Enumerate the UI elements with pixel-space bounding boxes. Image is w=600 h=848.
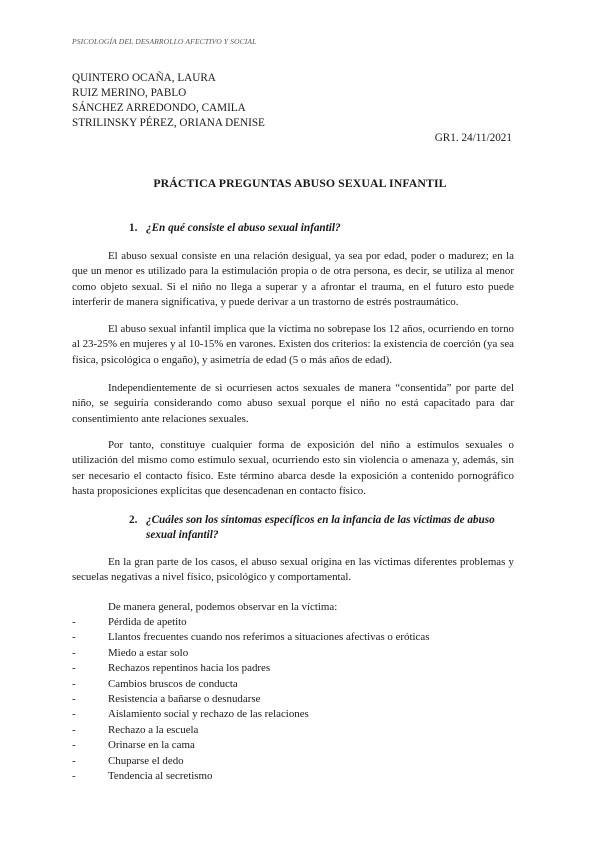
question-text: ¿En qué consiste el abuso sexual infantil? — [146, 222, 341, 234]
symptom-text: Rechazos repentinos hacia los padres — [108, 662, 271, 675]
list-dash: - — [72, 769, 76, 782]
author-list — [72, 71, 265, 131]
list-item — [72, 661, 429, 676]
paragraph: El abuso sexual consiste en una relación desigual, ya sea por edad, poder o madurez; en la que un menor es utilizado para la estimulación propia o de otra persona, es decir, se utiliza al menor como objeto sexual. Si el niño no llega a superar y a afrontar el trauma, en el futuro esto puede interferir de manera significativa, y puede derivar a un trastorno de estrés postraumático. — [72, 250, 514, 309]
symptom-list — [72, 615, 429, 784]
list-item — [72, 723, 429, 738]
paragraph: En la gran parte de los casos, el abuso sexual origina en las víctimas diferentes problemas y secuelas negativas a nivel físico, psicológico y comportamental. — [72, 556, 514, 584]
list-item — [72, 615, 429, 630]
question-text-continued: sexual infantil? — [146, 529, 219, 541]
author-name: RUIZ MERINO, PABLO — [72, 87, 187, 99]
question-1-heading — [129, 221, 341, 236]
symptom-text: Rechazo a la escuela — [108, 723, 199, 736]
list-item — [72, 630, 429, 645]
list-dash: - — [72, 662, 76, 675]
symptom-text: Miedo a estar solo — [108, 646, 189, 659]
question-number: 1. — [129, 222, 138, 234]
author-name: STRILINSKY PÉREZ, ORIANA DENISE — [72, 117, 265, 129]
symptom-text: Aislamiento social y rechazo de las relaciones — [108, 708, 309, 721]
list-item — [72, 738, 429, 753]
author-name: QUINTERO OCAÑA, LAURA — [72, 72, 216, 84]
list-item — [72, 677, 429, 692]
paragraph: Independientemente de si ocurriesen actos sexuales de manera “consentida” por parte del niño, se seguiría considerando como abuso sexual porque el niño no está capacitado para dar consentimiento ante relaciones sexuales. — [72, 382, 514, 425]
symptom-text: Cambios bruscos de conducta — [108, 677, 238, 690]
list-item — [72, 692, 429, 707]
symptom-text: Orinarse en la cama — [108, 739, 195, 752]
symptom-text: Tendencia al secretismo — [108, 769, 213, 782]
group-date: GR1. 24/11/2021 — [434, 132, 512, 144]
list-dash: - — [72, 754, 76, 767]
list-dash: - — [72, 677, 76, 690]
symptom-text: Pérdida de apetito — [108, 616, 187, 628]
list-dash: - — [72, 723, 76, 736]
list-dash: - — [72, 692, 76, 705]
list-item — [72, 769, 429, 784]
paragraph: Por tanto, constituye cualquier forma de exposición del niño a estímulos sexuales o utilización del mismo como estímulo sexual, ocurriendo esto sin violencia o amenaza y, además, sin ser necesario el contacto físico. Este término abarca desde la exposición a contenido pornográfico hasta proposiciones explícitas que desencadenan en contacto físico. — [72, 439, 514, 498]
list-dash: - — [72, 708, 76, 721]
list-item — [72, 646, 429, 661]
symptom-text: Chuparse el dedo — [108, 754, 184, 767]
running-header: PSICOLOGÍA DEL DESARROLLO AFECTIVO Y SOCIAL — [72, 37, 257, 46]
list-dash: - — [72, 631, 76, 644]
list-item — [72, 754, 429, 769]
symptoms-intro: De manera general, podemos observar en la víctima: — [108, 601, 338, 613]
question-2-heading — [129, 513, 515, 543]
question-text: ¿Cuáles son los síntomas específicos en la infancia de las víctimas de abuso — [146, 514, 495, 526]
symptom-text: Llantos frecuentes cuando nos referimos a situaciones afectivas o eróticas — [108, 631, 430, 644]
symptom-text: Resistencia a bañarse o desnudarse — [108, 692, 261, 705]
document-title: PRÁCTICA PREGUNTAS ABUSO SEXUAL INFANTIL — [153, 176, 447, 190]
list-dash: - — [72, 616, 76, 628]
paragraph: El abuso sexual infantil implica que la víctima no sobrepase los 12 años, ocurriendo en torno al 23-25% en mujeres y al 10-15% en varones. Existen dos criterios: la existencia de coerción (ya sea física, psicológica o engaño), y asimetría de edad (5 o más años de edad). — [72, 323, 514, 366]
question-number: 2. — [129, 514, 138, 526]
list-item — [72, 707, 429, 722]
list-dash: - — [72, 739, 76, 752]
list-dash: - — [72, 646, 76, 659]
author-name: SÁNCHEZ ARREDONDO, CAMILA — [72, 102, 246, 114]
